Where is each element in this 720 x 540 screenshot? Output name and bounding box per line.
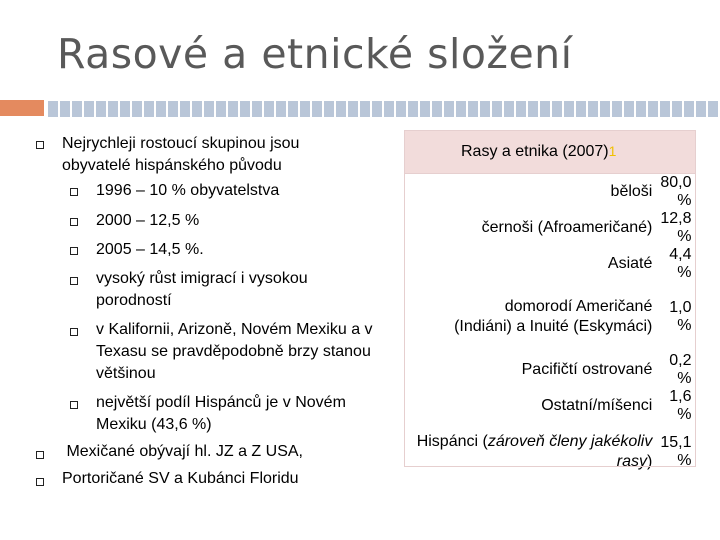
row-label: Asiaté (607, 255, 653, 272)
ethnicity-table (404, 130, 696, 480)
bullet-square-icon (36, 451, 44, 459)
row-label-italic: zároveň členy jakékoliv rasy (487, 433, 653, 470)
slide-title: Rasové a etnické složení (57, 30, 573, 78)
bullet-square-icon (36, 141, 44, 149)
row-label-suffix: ) (647, 453, 653, 470)
row-label (405, 424, 661, 480)
bullet-main-puerto-ricans: Portoričané SV a Kubánci Floridu (62, 470, 299, 487)
bullet-main-hispanic: Nejrychleji rostoucí skupinou jsou obyvatelé hispánského původu (62, 135, 300, 174)
row-label: černoši (Afroameričané) (481, 219, 653, 236)
title-divider (0, 100, 720, 116)
sub-bullet-2000: 2000 – 12,5 % (96, 212, 200, 229)
table-header-row (405, 131, 696, 174)
bullet-main-mexicans: Mexičané obývají hl. JZ a Z USA, (62, 443, 303, 460)
divider-accent-blue (48, 100, 720, 117)
bullet-square-icon (36, 478, 44, 486)
row-value: 12,8 % (660, 210, 692, 245)
bullet-square-icon (70, 247, 78, 255)
sub-bullet-new-mexico: největší podíl Hispánců je v Novém Mexiku (43,6 %) (96, 394, 346, 433)
table-row (405, 352, 696, 388)
row-value: 15,1 % (660, 434, 692, 469)
divider-accent-orange (0, 100, 44, 116)
bullet-square-icon (70, 401, 78, 409)
table-header-title: Rasy a etnika (2007) (461, 143, 609, 160)
sub-bullet-1996: 1996 – 10 % obyvatelstva (96, 182, 280, 199)
row-value: 80,0 % (660, 174, 692, 209)
sub-bullet-growth: vysoký růst imigrací i vysokou porodností (96, 270, 308, 309)
row-label: domorodí Američané (Indiáni) a Inuité (Eskymáci) (454, 298, 653, 335)
sub-bullet-states: v Kalifornii, Arizoně, Novém Mexiku a v Texasu se pravděpodobně brzy stanou většinou (96, 321, 373, 382)
table-row (405, 210, 696, 246)
row-label: běloši (610, 183, 653, 200)
row-value: 0,2 % (669, 352, 692, 387)
row-label-prefix: Hispánci ( (416, 433, 488, 450)
row-value: 1,0 % (669, 299, 692, 334)
bullet-square-icon (70, 328, 78, 336)
table-row (405, 424, 696, 480)
table-row (405, 388, 696, 424)
row-label: Ostatní/míšenci (541, 397, 653, 414)
row-label: Pacifičtí ostrované (521, 361, 653, 378)
table-row (405, 246, 696, 282)
table-row (405, 174, 696, 211)
bullet-square-icon (70, 218, 78, 226)
footnote-marker: 1 (608, 143, 617, 159)
sub-bullet-2005: 2005 – 14,5 %. (96, 241, 204, 258)
row-value: 4,4 % (669, 246, 692, 281)
table-row (405, 282, 696, 352)
bullet-square-icon (70, 188, 78, 196)
row-value: 1,6 % (669, 388, 692, 423)
bullet-square-icon (70, 277, 78, 285)
